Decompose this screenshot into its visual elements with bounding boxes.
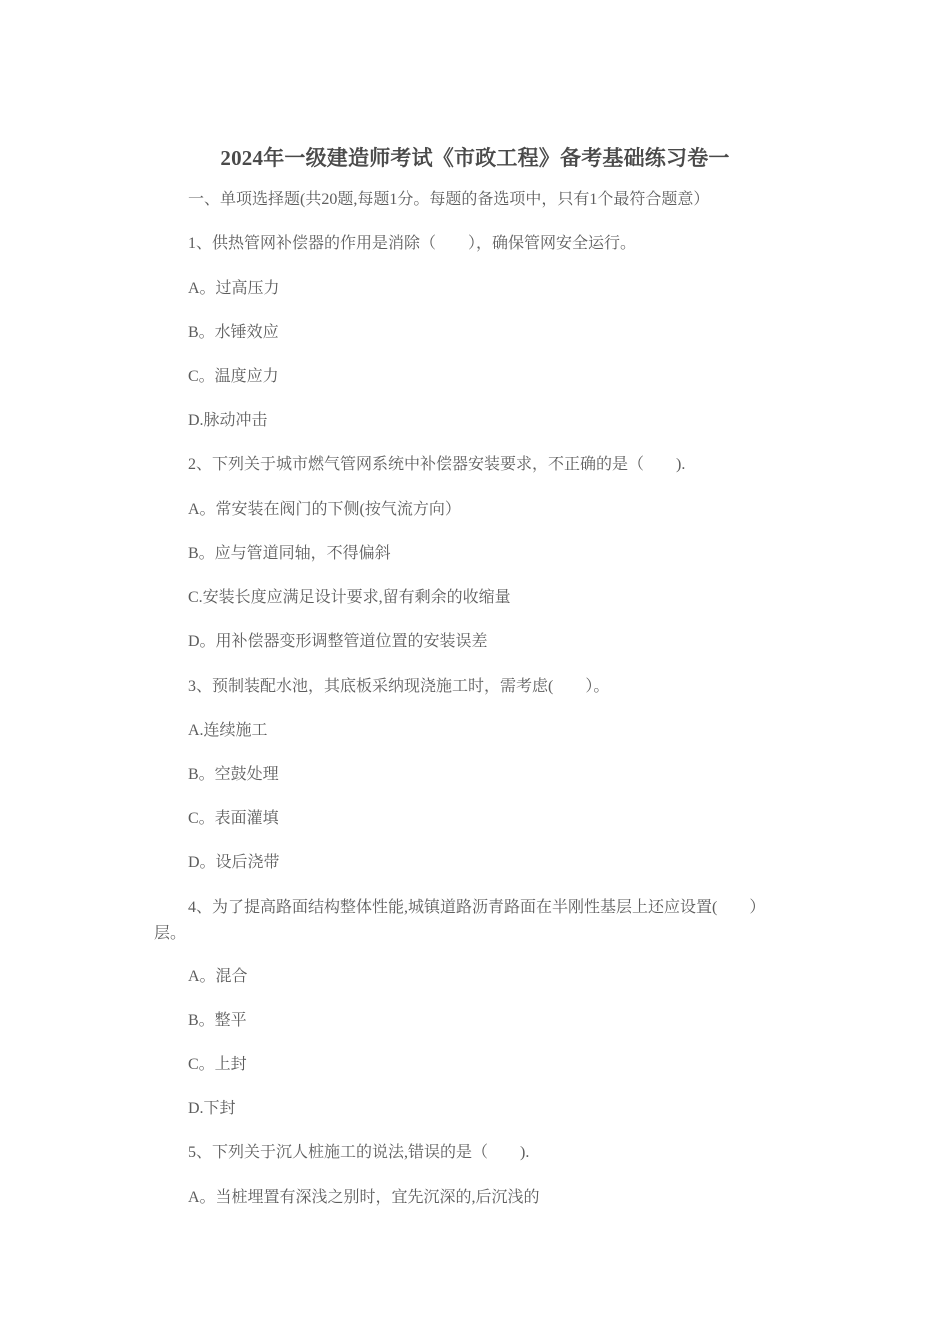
question-3-option-c: C。表面灌填 [188,810,279,827]
question-1-stem: 1、供热管网补偿器的作用是消除（ ），确保管网安全运行。 [188,235,637,252]
document-title: 2024年一级建造师考试《市政工程》备考基础练习卷一 [220,146,730,170]
question-4-option-a: A。混合 [188,968,248,985]
question-2-option-d: D。用补偿器变形调整管道位置的安装误差 [188,633,488,650]
question-1-option-d: D.脉动冲击 [188,412,268,429]
question-3-stem: 3、预制装配水池，其底板采纳现浇施工时，需考虑( ）。 [188,678,610,695]
question-3-option-d: D。设后浇带 [188,854,280,871]
question-5-option-a: A。当桩埋置有深浅之别时，宜先沉深的,后沉浅的 [188,1189,540,1206]
section-heading: 一、单项选择题(共20题,每题1分。每题的备选项中，只有1个最符合题意） [188,191,710,208]
question-2-option-b: B。应与管道同轴，不得偏斜 [188,545,391,562]
question-1-option-b: B。水锤效应 [188,324,279,341]
question-1-option-c: C。温度应力 [188,368,279,385]
question-4-option-b: B。整平 [188,1012,247,1029]
question-2-option-c: C.安装长度应满足设计要求,留有剩余的收缩量 [188,589,511,606]
question-3-option-b: B。空鼓处理 [188,766,279,783]
question-4-option-c: C。上封 [188,1056,247,1073]
question-1-option-a: A。过高压力 [188,280,280,297]
question-4-option-d: D.下封 [188,1100,236,1117]
question-2-option-a: A。常安装在阀门的下侧(按气流方向） [188,501,461,518]
question-5-stem: 5、下列关于沉人桩施工的说法,错误的是（ ). [188,1144,530,1161]
question-4-stem: 4、为了提高路面结构整体性能,城镇道路沥青路面在半刚性基层上还应设置( ）层。 [154,899,766,942]
question-2-stem: 2、下列关于城市燃气管网系统中补偿器安装要求，不正确的是（ ). [188,456,686,473]
question-3-option-a: A.连续施工 [188,722,268,739]
